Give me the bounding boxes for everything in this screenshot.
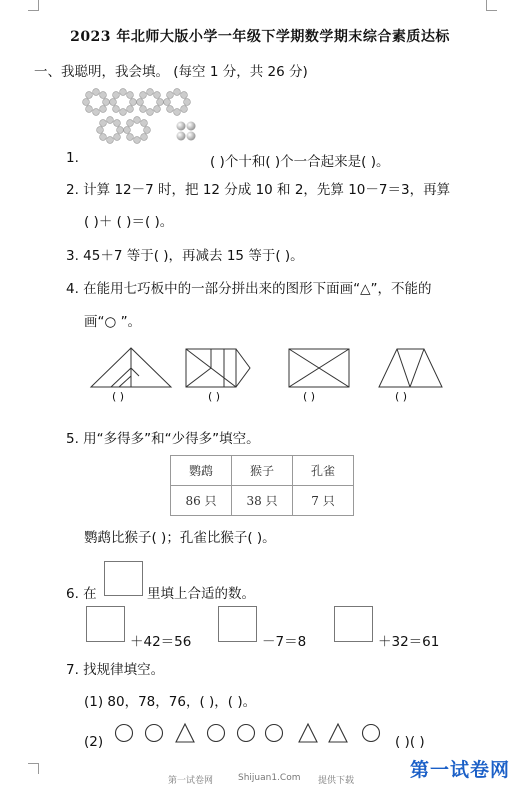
q1-number: 1. bbox=[66, 150, 79, 166]
section-heading: 一、我聪明，我会填。 (每空 1 分，共 26 分) bbox=[34, 64, 308, 80]
table-header: 孔雀 bbox=[293, 456, 354, 486]
q6-answer-box-2[interactable] bbox=[218, 606, 257, 642]
q4-blank-2[interactable]: ( ) bbox=[208, 390, 221, 403]
q5-text: 5. 用“多得多”和“少得多”填空。 bbox=[66, 431, 260, 447]
q6-text: 里填上合适的数。 bbox=[147, 586, 255, 602]
shape-pattern bbox=[114, 722, 384, 744]
q1-text: ( )个十和( )个一合起来是( )。 bbox=[210, 154, 390, 170]
q6-example-box bbox=[104, 561, 143, 596]
q6-equation-2: －7＝8 bbox=[262, 634, 307, 650]
q4-blank-4[interactable]: ( ) bbox=[395, 390, 408, 403]
q6-number: 6. 在 bbox=[66, 586, 97, 602]
table-header: 猴子 bbox=[232, 456, 293, 486]
table-cell: 38 只 bbox=[232, 486, 293, 516]
table-cell: 7 只 bbox=[293, 486, 354, 516]
footer-download: 提供下载 bbox=[318, 776, 355, 786]
bead-counters-image bbox=[76, 86, 206, 152]
q4-line2: 画“○ ”。 bbox=[84, 314, 142, 330]
q4-blank-1[interactable]: ( ) bbox=[112, 390, 125, 403]
tangram-figures bbox=[86, 346, 446, 392]
q4-line1: 4. 在能用七巧板中的一部分拼出来的图形下面画“△”，不能的 bbox=[66, 281, 432, 297]
corner-mark bbox=[486, 0, 497, 11]
footer-site-name: 第一试卷网 bbox=[168, 776, 214, 786]
q7-part1: (1) 80，78，76，( )，( )。 bbox=[84, 694, 257, 710]
corner-mark bbox=[28, 763, 39, 774]
corner-mark bbox=[28, 0, 39, 11]
watermark-logo: 第一试卷网 bbox=[410, 759, 511, 781]
q6-equation-3: ＋32＝61 bbox=[378, 634, 440, 650]
q5-answer: 鹦鹉比猴子( )；孔雀比猴子( )。 bbox=[84, 530, 276, 546]
q6-answer-box-1[interactable] bbox=[86, 606, 125, 642]
q7-text: 7. 找规律填空。 bbox=[66, 662, 165, 678]
q2-line1: 2. 计算 12－7 时，把 12 分成 10 和 2，先算 10－7＝3，再算 bbox=[66, 182, 451, 198]
q6-equation-1: ＋42＝56 bbox=[130, 634, 192, 650]
q6-answer-box-3[interactable] bbox=[334, 606, 373, 642]
q7-part2-blanks[interactable]: ( )( ) bbox=[395, 734, 425, 750]
page-title: 2023 年北师大版小学一年级下学期数学期末综合素质达标 bbox=[70, 29, 450, 45]
q4-blank-3[interactable]: ( ) bbox=[303, 390, 316, 403]
table-cell: 86 只 bbox=[171, 486, 232, 516]
table-header: 鹦鹉 bbox=[171, 456, 232, 486]
animal-count-table bbox=[170, 455, 354, 516]
q2-line2: ( )＋ ( )＝( )。 bbox=[84, 214, 174, 230]
q7-part2-label: (2) bbox=[84, 734, 104, 750]
q3-text: 3. 45＋7 等于( )，再减去 15 等于( )。 bbox=[66, 248, 304, 264]
footer-site-url: Shijuan1.Com bbox=[238, 773, 301, 783]
